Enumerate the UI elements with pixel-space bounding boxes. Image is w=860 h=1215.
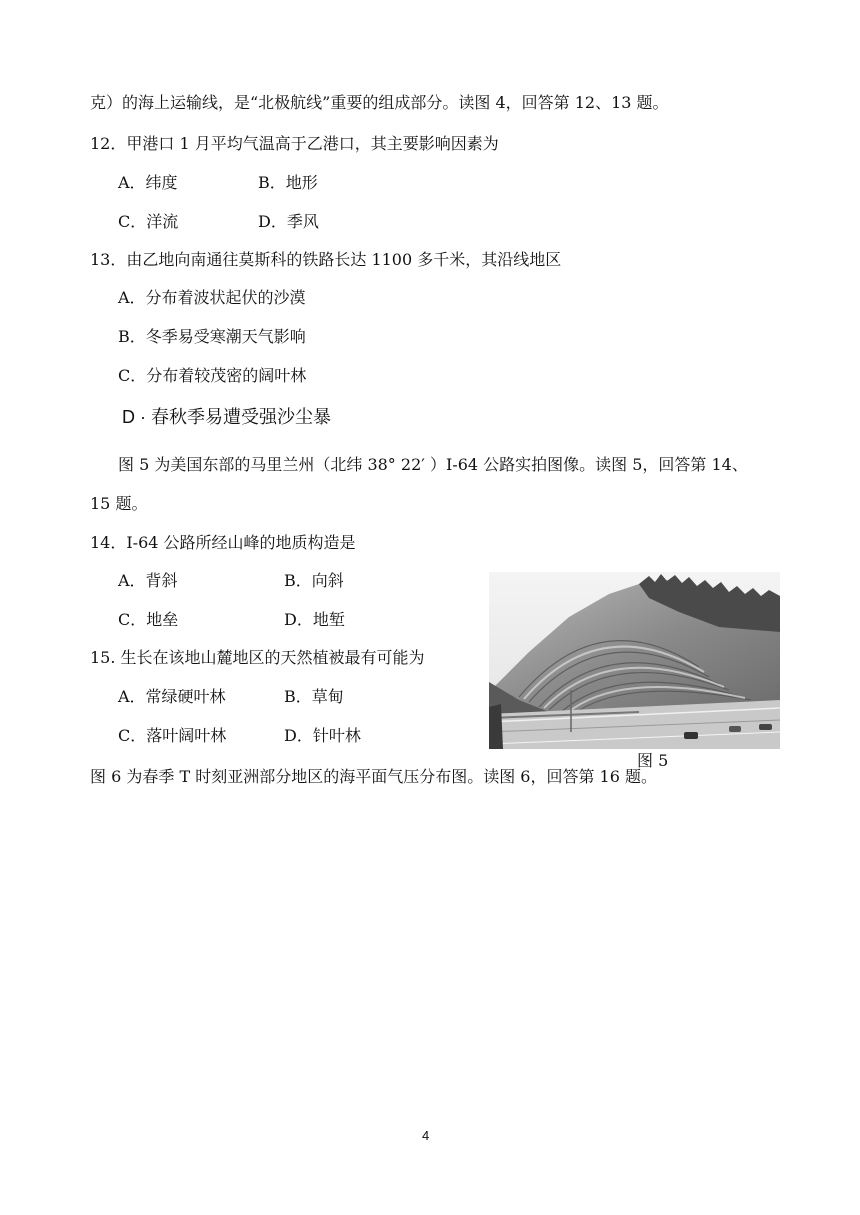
q13-option-d: D · 春秋季易遭受强沙尘暴 <box>122 407 331 427</box>
q13-option-a: A．分布着波状起伏的沙漠 <box>118 288 306 307</box>
page-number: 4 <box>422 1128 430 1143</box>
q12-option-a: A．纬度 <box>118 173 178 192</box>
figure-5-caption: 图 5 <box>637 751 669 770</box>
question-14-stem: 14．I-64 公路所经山峰的地质构造是 <box>90 533 356 552</box>
q15-option-c: C．落叶阔叶林 <box>118 726 227 745</box>
q14-option-c: C．地垒 <box>118 610 179 629</box>
question-15-stem: 15. 生长在该地山麓地区的天然植被最有可能为 <box>90 648 425 667</box>
fig5-intro-line1: 图 5 为美国东部的马里兰州（北纬 38° 22′ ）I-64 公路实拍图像。读图 5，回答第 14、 <box>118 455 748 474</box>
q14-option-b: B．向斜 <box>284 571 344 590</box>
q14-option-a: A．背斜 <box>118 571 178 590</box>
q13-option-c: C．分布着较茂密的阔叶林 <box>118 366 307 385</box>
fig5-intro-line2: 15 题。 <box>90 494 148 513</box>
q15-option-a: A．常绿硬叶林 <box>118 687 226 706</box>
question-12-stem: 12．甲港口 1 月平均气温高于乙港口，其主要影响因素为 <box>90 134 499 153</box>
q15-option-d: D．针叶林 <box>284 726 361 745</box>
q13-option-b: B．冬季易受寒潮天气影响 <box>118 327 306 346</box>
q12-option-c: C．洋流 <box>118 212 179 231</box>
highway-roadcut-photo <box>489 572 780 749</box>
q12-option-d: D．季风 <box>258 212 319 231</box>
q14-option-d: D．地堑 <box>284 610 345 629</box>
q15-option-b: B．草甸 <box>284 687 344 706</box>
fig6-intro: 图 6 为春季 T 时刻亚洲部分地区的海平面气压分布图。读图 6，回答第 16 题。 <box>90 767 657 786</box>
q12-option-b: B．地形 <box>258 173 318 192</box>
intro-text: 克）的海上运输线，是“北极航线”重要的组成部分。读图 4，回答第 12、13 题。 <box>90 93 669 112</box>
question-13-stem: 13．由乙地向南通往莫斯科的铁路长达 1100 多千米，其沿线地区 <box>90 250 562 269</box>
